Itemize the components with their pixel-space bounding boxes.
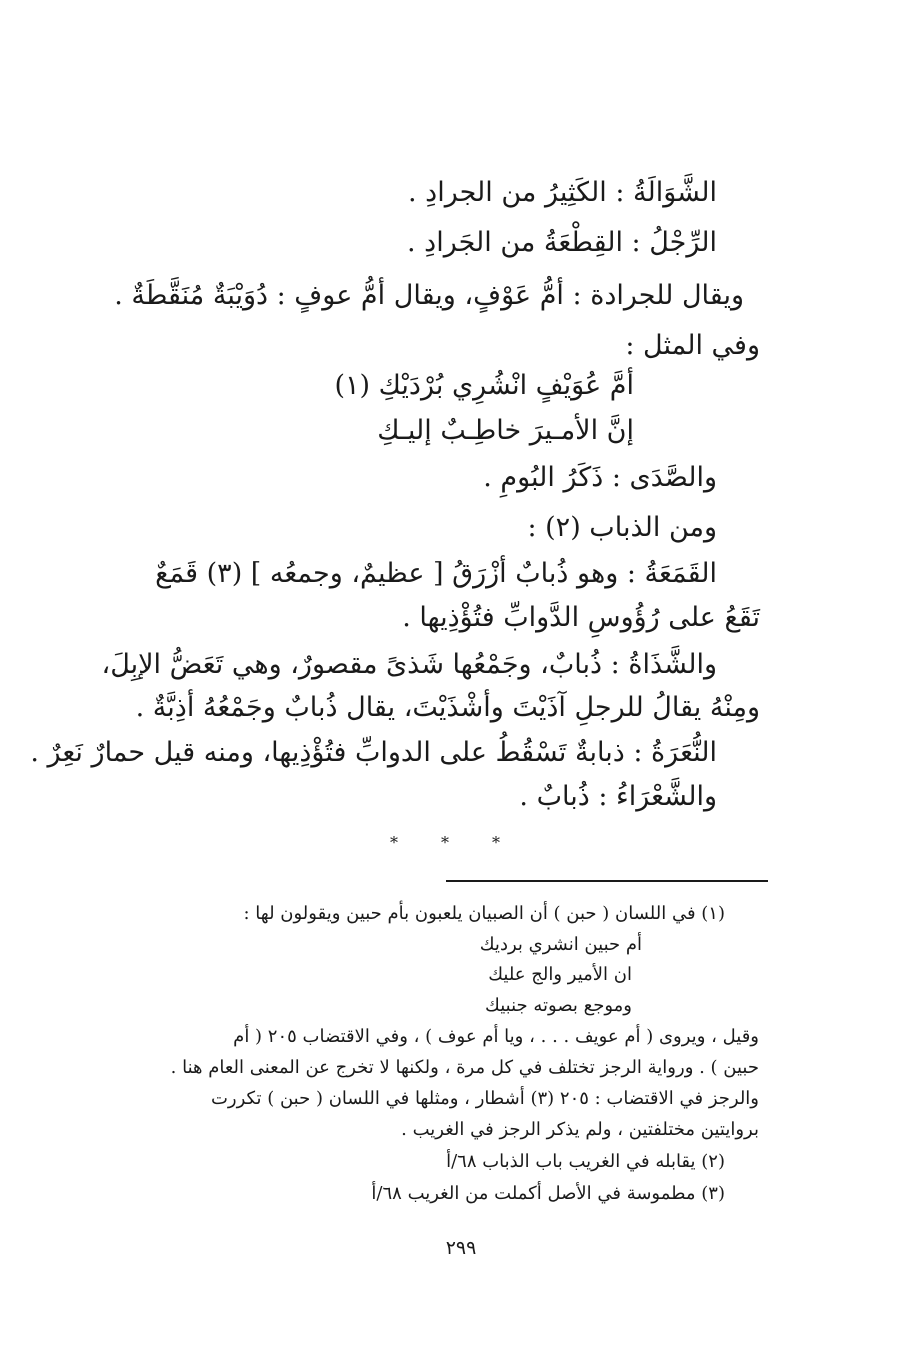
section-separator: [390, 833, 500, 852]
page-number: ٢٩٩: [445, 1237, 477, 1259]
footnote-1: (١) في اللسان ( حبن ) أن الصبيان يلعبون بأم حبين ويقولون لها :: [243, 903, 725, 924]
footnote-1-text-d: بروايتين مختلفتين ، ولم يذكر الرجز في الغريب .: [401, 1119, 759, 1140]
footnote-1-text-c: والرجز في الاقتضاب : ٢٠٥ (٣) أشطار ، ومثلها في اللسان ( حبن ) تكررت: [210, 1088, 759, 1109]
entry-nuara: النُّعَرَةُ : ذبابةٌ تَسْقُطُ على الدوابِّ فتُؤْذِيها، ومنه قيل حمارٌ نَعِرٌ .: [30, 737, 717, 768]
separator-star: *: [441, 833, 449, 852]
footnote-1-verse-1: أم حبين انشري برديك: [479, 934, 642, 955]
footnote-1-text-a: وقيل ، ويروى ( أم عويف . . . ، ويا أم عوف ) ، وفي الاقتضاب ٢٠٥ ( أم: [233, 1026, 759, 1047]
footnote-1-verse-3: وموجع بصوته جنبيك: [485, 995, 632, 1016]
entry-shadhat: والشَّذَاةُ : ذُبابٌ، وجَمْعُها شَذىً مقصورٌ، وهي تَعَضُّ الإبِلَ،: [101, 649, 717, 680]
entry-rijl: الرِّجْلُ : القِطْعَةُ من الجَرادِ .: [407, 227, 717, 258]
entry-sada: والصَّدَى : ذَكَرُ البُومِ .: [483, 462, 717, 493]
entry-proverb-intro: وفي المثل :: [625, 330, 760, 361]
entry-umm-awf: ويقال للجرادة : أمُّ عَوْفٍ، ويقال أمُّ عوفٍ : دُوَيْبَةٌ مُنَقَّطَةٌ .: [114, 280, 744, 311]
footnote-rule: [446, 880, 768, 882]
proverb-verse-1: أمَّ عُوَيْفٍ انْشُرِي بُرْدَيْكِ (١): [334, 370, 634, 401]
footnote-1-text-b: حبين ) . ورواية الرجز تختلف في كل مرة ، ولكنها لا تخرج عن المعنى العام هنا .: [170, 1057, 759, 1078]
entry-shara: والشَّعْرَاءُ : ذُبابٌ .: [519, 781, 717, 812]
entry-shawwala: الشَّوَالَةُ : الكَثِيرُ من الجرادِ .: [408, 177, 717, 208]
footnote-2: (٢) يقابله في الغريب باب الذباب ٦٨/أ: [446, 1151, 725, 1172]
separator-star: *: [390, 833, 398, 852]
proverb-verse-2: إنَّ الأمـيرَ خاطِـبٌ إليـكِ: [377, 415, 634, 446]
footnote-1-verse-2: ان الأمير والج عليك: [488, 964, 632, 985]
footnote-3: (٣) مطموسة في الأصل أكملت من الغريب ٦٨/أ: [371, 1183, 725, 1204]
heading-flies: ومن الذباب (٢) :: [527, 512, 717, 543]
entry-qamaa: القَمَعَةُ : وهو ذُبابٌ أزْرَقُ [ عظيمٌ، وجمعُه ] (٣) قَمَعٌ: [155, 558, 717, 589]
entry-shadhat-cont: ومِنْهُ يقالُ للرجلِ آذَيْتَ وأشْذَيْتَ، يقال ذُبابٌ وجَمْعُهُ أذِبَّةٌ .: [135, 692, 760, 723]
separator-star: *: [492, 833, 500, 852]
entry-qamaa-cont: تَقَعُ على رُؤُوسِ الدَّوابِّ فتُؤْذِيها .: [402, 602, 760, 633]
